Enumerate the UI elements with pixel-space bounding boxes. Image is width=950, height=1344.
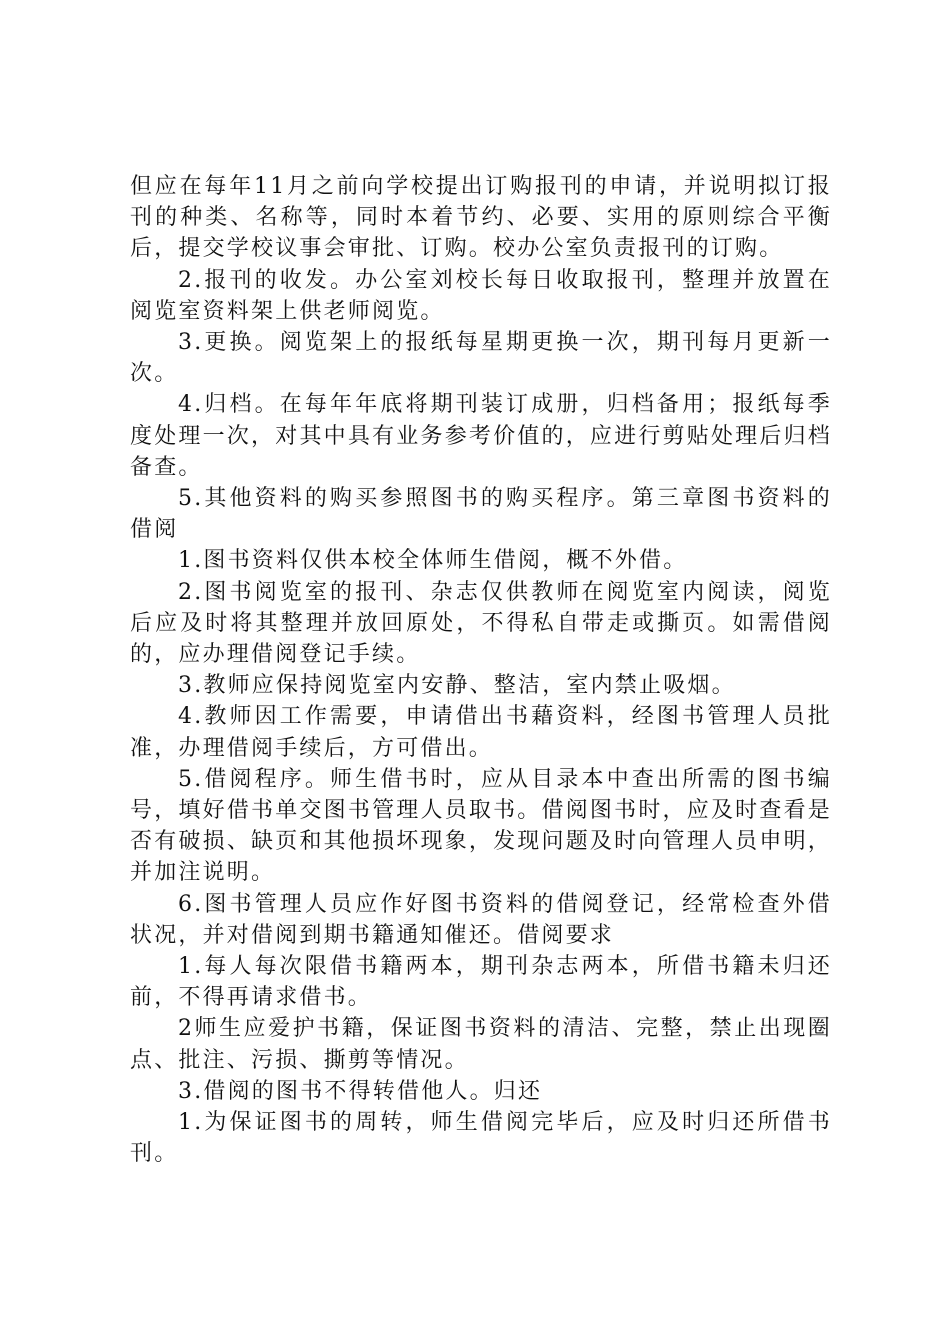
paragraph-13: 2师生应爱护书籍，保证图书资料的清洁、完整，禁止出现圈点、批注、污损、撕剪等情况。	[130, 1016, 832, 1073]
paragraph-11: 6.图书管理人员应作好图书资料的借阅登记，经常检查外借状况，并对借阅到期书籍通知催还。借阅要求	[130, 891, 832, 948]
paragraph-1: 但应在每年11月之前向学校提出订购报刊的申请，并说明拟订报刊的种类、名称等，同时本着节约、必要、实用的原则综合平衡后，提交学校议事会审批、订购。校办公室负责报刊的订购。	[130, 174, 832, 262]
paragraph-3: 3.更换。阅览架上的报纸每星期更换一次，期刊每月更新一次。	[130, 330, 832, 387]
paragraph-7: 2.图书阅览室的报刊、杂志仅供教师在阅览室内阅读，阅览后应及时将其整理并放回原处，不得私自带走或撕页。如需借阅的，应办理借阅登记手续。	[130, 579, 832, 668]
paragraph-6: 1.图书资料仅供本校全体师生借阅，概不外借。	[178, 548, 688, 574]
paragraph-15: 1.为保证图书的周转，师生借阅完毕后，应及时归还所借书刊。	[130, 1110, 832, 1167]
document-body	[130, 171, 832, 1170]
paragraph-5: 5.其他资料的购买参照图书的购买程序。第三章图书资料的借阅	[130, 486, 832, 543]
paragraph-9: 4.教师因工作需要，申请借出书藉资料，经图书管理人员批准，办理借阅手续后，方可借出。	[130, 704, 832, 761]
paragraph-8: 3.教师应保持阅览室内安静、整洁，室内禁止吸烟。	[178, 673, 736, 699]
paragraph-10: 5.借阅程序。师生借书时，应从目录本中查出所需的图书编号，填好借书单交图书管理人员取书。借阅图书时，应及时查看是否有破损、缺页和其他损坏现象，发现问题及时向管理人员申明，并加注说明。	[130, 766, 832, 886]
paragraph-4: 4.归档。在每年年底将期刊装订成册，归档备用；报纸每季度处理一次，对其中具有业务参考价值的，应进行剪贴处理后归档备查。	[130, 392, 832, 480]
paragraph-12: 1.每人每次限借书籍两本，期刊杂志两本，所借书籍未归还前，不得再请求借书。	[130, 954, 832, 1011]
paragraph-2: 2.报刊的收发。办公室刘校长每日收取报刊，整理并放置在阅览室资料架上供老师阅览。	[130, 267, 832, 324]
paragraph-14: 3.借阅的图书不得转借他人。归还	[178, 1078, 543, 1104]
